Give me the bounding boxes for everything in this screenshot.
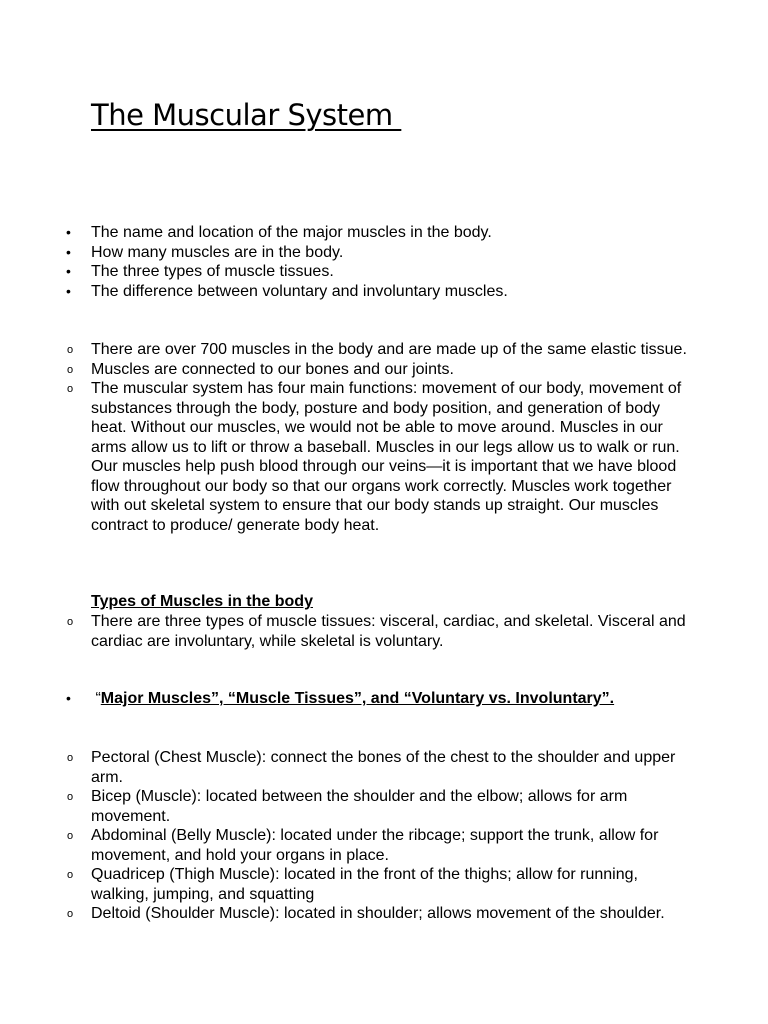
bullet-icon: o [67,869,74,881]
major-muscles-list [0,748,768,924]
list-item [0,689,768,709]
list-item [0,748,768,787]
list-item [0,360,768,380]
list-item [0,612,768,651]
bullet-icon: • [66,263,71,279]
bullet-icon: • [66,690,71,706]
bullet-icon: o [67,830,74,842]
bullet-icon: o [67,383,74,395]
objective-text: How many muscles are in the body. [91,243,344,261]
bullet-icon: • [66,282,71,299]
list-item [0,262,768,282]
list-item [0,282,768,302]
muscle-text: Pectoral (Chest Muscle): connect the bones of the chest to the shoulder and upper arm. [91,749,676,786]
list-item [0,865,768,904]
list-item [0,223,768,243]
bullet-icon: o [67,752,74,764]
list-item [0,340,768,360]
muscle-text: Deltoid (Shoulder Muscle): located in shoulder; allows movement of the shoulder. [91,905,665,922]
types-text: There are three types of muscle tissues: visceral, cardiac, and skeletal. Visceral and cardiac are involuntary, while skeletal is voluntary. [91,613,686,650]
bullet-icon: o [67,908,74,920]
objectives-list [0,223,768,301]
topics-list [0,689,768,709]
topics-text: Major Muscles”, “Muscle Tissues”, and “Voluntary vs. Involuntary”. [100,690,615,707]
objective-text: The three types of muscle tissues. [91,263,334,280]
facts-list [0,340,768,535]
fact-text: Muscles are connected to our bones and our joints. [91,360,454,378]
list-item [0,904,768,924]
types-heading: Types of Muscles in the body [91,593,313,610]
muscle-text: Abdominal (Belly Muscle): located under the ribcage; support the trunk, allow for movement, and hold your organs in place. [91,827,659,864]
list-item [0,787,768,826]
fact-text: The muscular system has four main functions: movement of our body, movement of substances through the body, posture and body position, and generation of body heat. Without our muscles, we would not be able to move around. Muscles in our arms allow us to lift or throw a baseball. Muscles in our legs allow us to walk or run. Our muscles help push blood through our veins—it is important that we have blood flow throughout our body so that our organs work correctly. Muscles work together with out skeletal system to ensure that our body stands up straight. Our muscles contract to produce/ generate body heat. [91,380,682,534]
page-title: The Muscular System [91,98,402,132]
muscle-text: Quadricep (Thigh Muscle): located in the front of the thighs; allow for running, walking, jumping, and squatting [91,866,638,903]
bullet-icon: o [67,616,74,628]
bullet-icon: o [67,344,74,356]
bullet-icon: o [67,791,74,803]
bullet-icon: • [66,243,71,260]
list-item [0,379,768,535]
types-list [0,612,768,651]
bullet-icon: o [67,363,74,376]
list-item [0,826,768,865]
bullet-icon: • [66,224,71,240]
topics-open-quote: “ [95,690,101,707]
fact-text: There are over 700 muscles in the body and are made up of the same elastic tissue. [91,341,687,358]
objective-text: The name and location of the major muscles in the body. [91,224,492,241]
list-item [0,243,768,263]
objective-text: The difference between voluntary and involuntary muscles. [91,282,508,300]
muscle-text: Bicep (Muscle): located between the shoulder and the elbow; allows for arm movement. [91,788,628,825]
